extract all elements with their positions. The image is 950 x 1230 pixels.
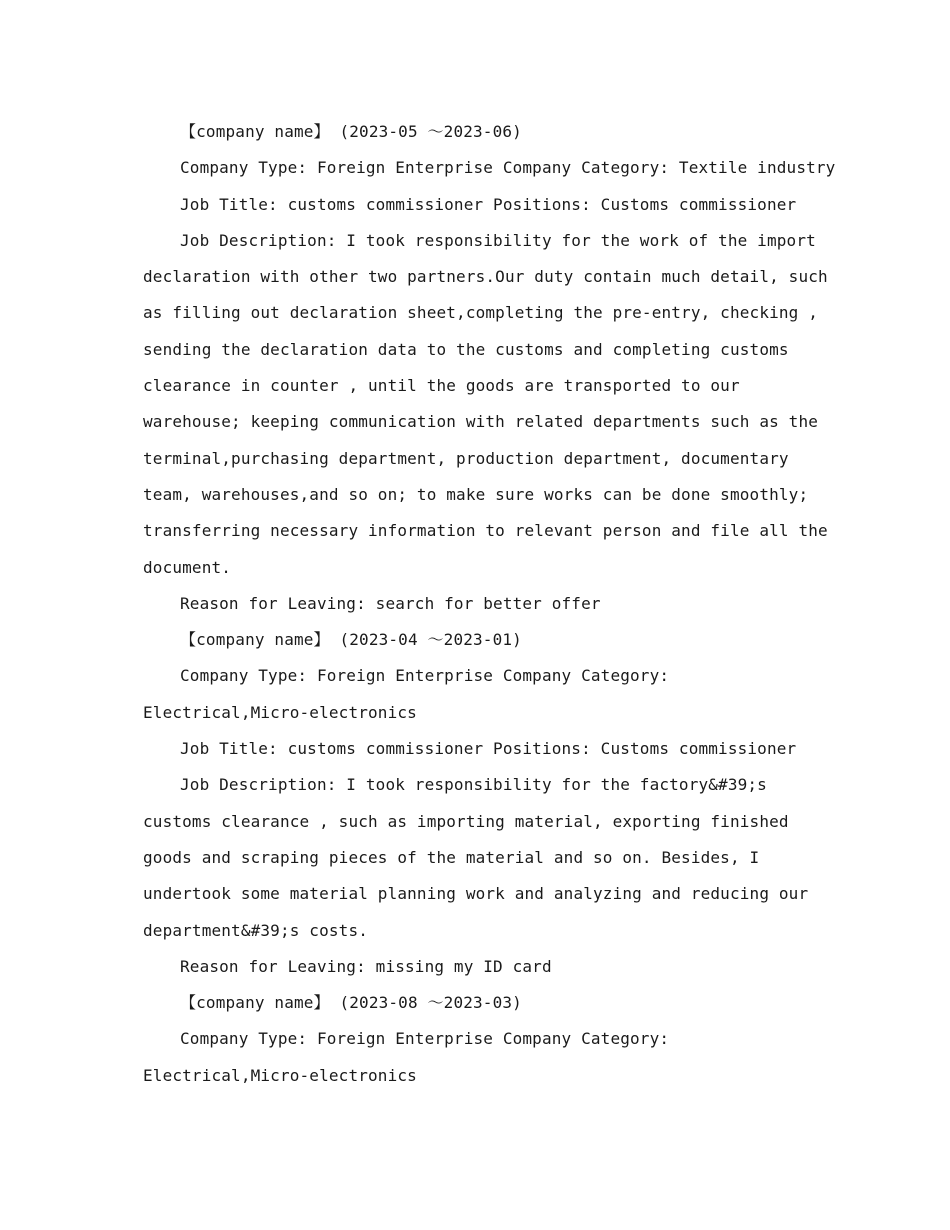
entry-2-company-type: Company Type: Foreign Enterprise Company Category: — [180, 666, 670, 686]
entry-2-description-line: goods and scraping pieces of the material and so on. Besides, I — [143, 847, 760, 867]
entry-1-description-line: sending the declaration data to the customs and completing customs — [143, 339, 789, 359]
entry-3-company-type: Company Type: Foreign Enterprise Company Category: — [180, 1029, 670, 1049]
entry-1-description-line: Job Description: I took responsibility for the work of the import — [180, 230, 816, 250]
entry-2-reason-for-leaving: Reason for Leaving: missing my ID card — [180, 956, 552, 976]
entry-2-header: 【company name】 (2023-04 ～2023-01) — [180, 630, 522, 650]
entry-1-description-line: team, warehouses,and so on; to make sure works can be done smoothly; — [143, 484, 809, 504]
entry-1-header: 【company name】 (2023-05 ～2023-06) — [180, 122, 522, 141]
entry-2-description-line: department&#39;s costs. — [143, 920, 369, 940]
entry-1-description-line: as filling out declaration sheet,completing the pre-entry, checking , — [143, 303, 819, 323]
entry-1-description-line: declaration with other two partners.Our duty contain much detail, such — [143, 267, 828, 287]
entry-2-description-line: customs clearance , such as importing material, exporting finished — [143, 811, 789, 831]
entry-1-reason-for-leaving: Reason for Leaving: search for better offer — [180, 593, 601, 613]
entry-2-job-title: Job Title: customs commissioner Positions: Customs commissioner — [180, 739, 797, 759]
entry-1-job-title: Job Title: customs commissioner Positions: Customs commissioner — [180, 194, 797, 214]
entry-1-description-line: warehouse; keeping communication with related departments such as the — [143, 412, 819, 432]
entry-1-company-type: Company Type: Foreign Enterprise Company Category: Textile industry — [180, 158, 836, 178]
entry-1-description-line: terminal,purchasing department, production department, documentary — [143, 448, 789, 468]
entry-2-description-line: Job Description: I took responsibility for the factory&#39;s — [180, 775, 767, 795]
entry-3-company-category: Electrical,Micro-electronics — [143, 1065, 417, 1085]
entry-1-description-line: document. — [143, 557, 232, 577]
entry-3-header: 【company name】 (2023-08 ～2023-03) — [180, 993, 522, 1013]
entry-2-company-category: Electrical,Micro-electronics — [143, 702, 417, 722]
entry-1-description-line: clearance in counter , until the goods are transported to our — [143, 376, 740, 396]
entry-2-description-line: undertook some material planning work and analyzing and reducing our — [143, 884, 809, 904]
entry-1-description-line: transferring necessary information to relevant person and file all the — [143, 521, 828, 541]
resume-work-experience — [143, 114, 836, 1094]
